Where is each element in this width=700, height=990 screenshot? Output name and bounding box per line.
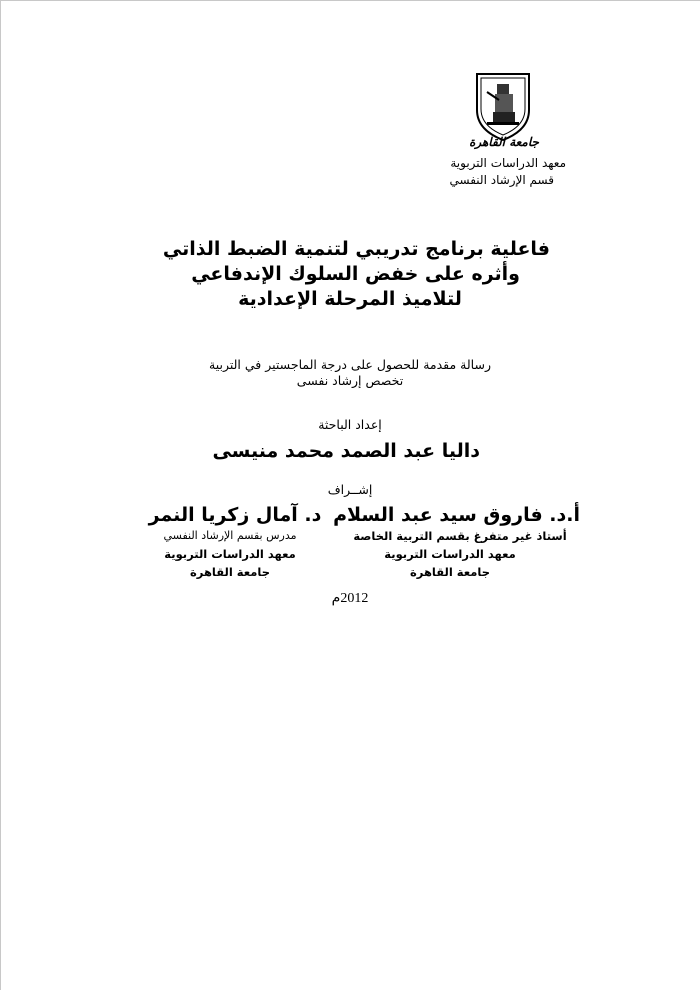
supervisor-1-institute: معهد الدراسات التربوية <box>384 547 516 561</box>
supervisor-2-name: د. آمال زكريا النمر <box>148 504 322 526</box>
year: 2012م <box>331 591 369 606</box>
university-name-caption: جامعة القاهرة <box>469 135 539 149</box>
supervisor-1-position: أستاذ غير متفرغ بقسم التربية الخاصة <box>353 529 567 543</box>
thesis-specialization: تخصص إرشاد نفسى <box>296 373 404 388</box>
thesis-degree-statement: رسالة مقدمة للحصول على درجة الماجستير في التربية <box>209 357 491 372</box>
thesis-title-line-2: وأثره على خفض السلوك الإندفاعي <box>191 263 520 285</box>
department-name: قسم الإرشاد النفسي <box>449 173 554 187</box>
thesis-title-line-1: فاعلية برنامج تدريبي لتنمية الضبط الذاتي <box>162 238 550 260</box>
supervision-label: إشــراف <box>327 482 373 497</box>
supervisor-2-institute: معهد الدراسات التربوية <box>164 547 296 561</box>
author-label: إعداد الباحثة <box>318 417 382 432</box>
institute-name: معهد الدراسات التربوية <box>450 156 566 170</box>
thesis-title-line-3: لتلاميذ المرحلة الإعدادية <box>238 288 462 310</box>
supervisor-1-name: أ.د. فاروق سيد عبد السلام <box>333 504 580 526</box>
supervisor-2-position: مدرس بقسم الإرشاد النفسي <box>163 529 297 542</box>
university-emblem-icon <box>473 72 533 142</box>
author-name: داليا عبد الصمد محمد منيسى <box>212 440 480 462</box>
supervisor-1-university: جامعة القاهرة <box>410 565 490 579</box>
supervisor-2-university: جامعة القاهرة <box>190 565 270 579</box>
